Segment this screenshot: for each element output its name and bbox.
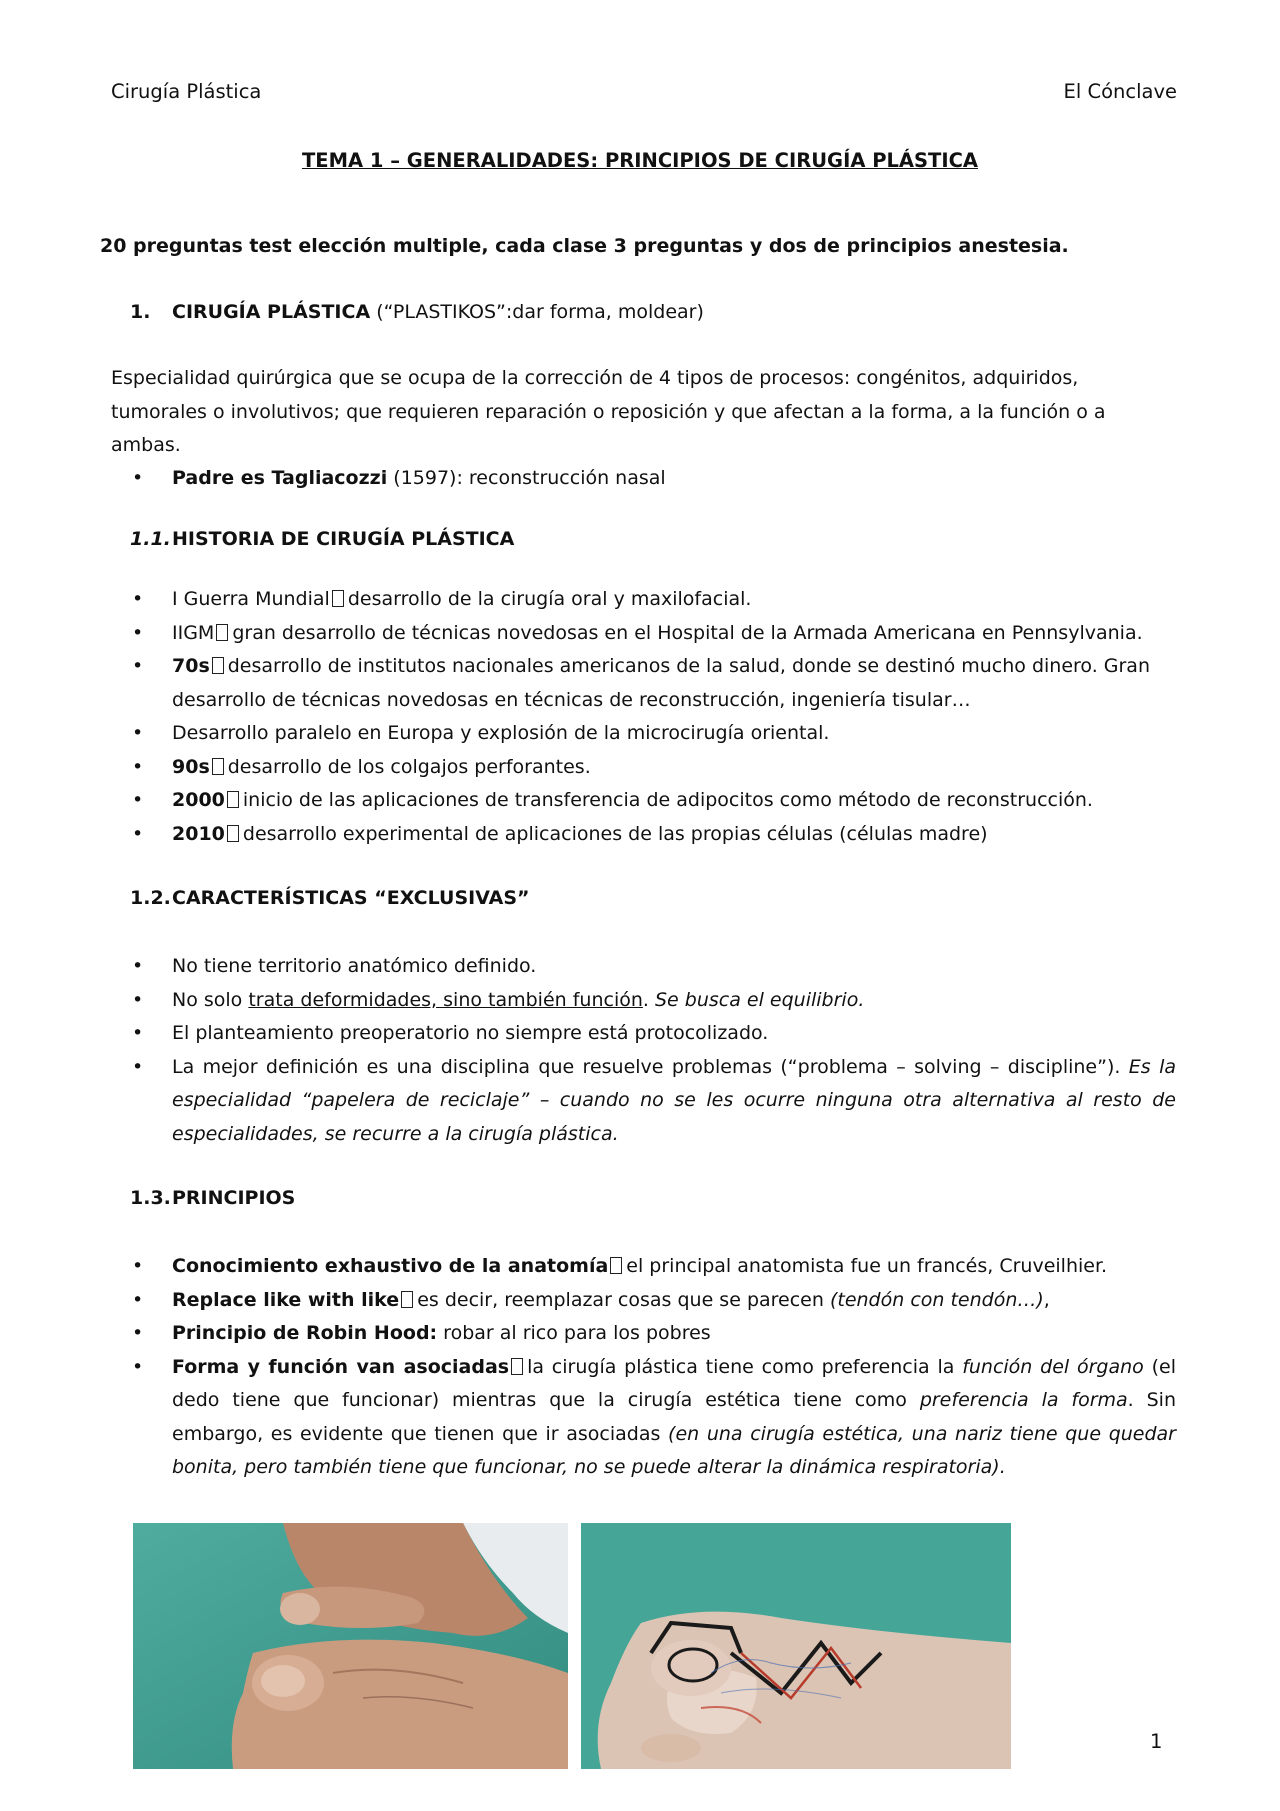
page-number: 1: [1150, 1730, 1163, 1753]
list-item: • I Guerra Mundial desarrollo de la cirugía oral y maxilofacial.: [132, 588, 752, 610]
section-number: 1.1.: [130, 528, 171, 550]
arrow-icon: [332, 590, 344, 607]
list-item: • No solo trata deformidades, sino también función. Se busca el equilibrio.: [132, 988, 865, 1011]
section-number: 1.3.: [130, 1187, 171, 1209]
list-item: • El planteamiento preoperatorio no siempre está protocolizado.: [132, 1022, 769, 1044]
arrow-icon: [212, 758, 224, 775]
list-item: • Replace like with like es decir, reemplazar cosas que se parecen (tendón con tendón…),: [132, 1288, 1050, 1311]
document-title: TEMA 1 – GENERALIDADES: PRINCIPIOS DE CIRUGÍA PLÁSTICA: [301, 149, 979, 172]
section-1-2-heading: [130, 887, 530, 909]
list-item: • 2000 inicio de las aplicaciones de transferencia de adipocitos como método de reconstrucción.: [132, 789, 1093, 811]
arrow-icon: [212, 657, 224, 674]
list-item: • Padre es Tagliacozzi (1597): reconstrucción nasal: [132, 467, 666, 489]
section-title: CARACTERÍSTICAS “EXCLUSIVAS”: [172, 887, 530, 909]
section-1-paragraph: Especialidad quirúrgica que se ocupa de la corrección de 4 tipos de procesos: congénitos, adquiridos, tumorales o involutivos; que requieren reparación o reposición y que afectan a la forma, a la función o a ambas.: [111, 367, 1106, 456]
list-item: • 90s desarrollo de los colgajos perforantes.: [132, 755, 591, 778]
list-item: • IIGM gran desarrollo de técnicas novedosas en el Hospital de la Armada Americana en Pennsylvania.: [132, 621, 1143, 644]
section-number: 1.: [130, 301, 151, 323]
history-list: [130, 583, 1176, 851]
list-item: • 70s desarrollo de institutos nacionales americanos de la salud, donde se destinó mucho dinero. Gran desarrollo de técnicas novedosas en técnicas de reconstrucción, ingeniería tisular…: [132, 655, 1150, 711]
section-1-1-heading: [130, 528, 514, 550]
list-item: • No tiene territorio anatómico definido.: [132, 955, 537, 977]
arrow-icon: [227, 791, 239, 808]
arrow-icon: [227, 825, 239, 842]
section-1-bullets: [130, 462, 1176, 496]
header-left: Cirugía Plástica: [111, 80, 262, 103]
section-title: CIRUGÍA PLÁSTICA: [172, 301, 371, 323]
principles-list: [130, 1250, 1176, 1485]
arrow-icon: [216, 624, 228, 641]
list-item: • 2010 desarrollo experimental de aplicaciones de las propias células (células madre): [132, 822, 988, 845]
characteristics-list: [130, 950, 1176, 1151]
section-title: PRINCIPIOS: [172, 1187, 296, 1209]
marked-foot-illustration: [581, 1523, 1011, 1769]
list-item: • Desarrollo paralelo en Europa y explosión de la microcirugía oriental.: [132, 722, 830, 744]
list-item: • La mejor definición es una disciplina que resuelve problemas (“problema – solving – discipline”). Es la especialidad “papelera de reciclaje” – cuando no se les ocurre ninguna otra alternativa al resto de especialidades, se recurre a la cirugía plástica.: [132, 1055, 1176, 1145]
list-item: • Forma y función van asociadas la cirugía plástica tiene como preferencia la función del órgano (el dedo tiene que funcionar) mientras que la cirugía estética tiene como preferencia la forma. Sin embargo, es evidente que tienen que ir asociadas (en una cirugía estética, una nariz tiene que quedar bonita, pero también tiene que funcionar, no se puede alterar la dinámica respiratoria).: [132, 1355, 1176, 1478]
intro-note: 20 preguntas test elección multiple, cada clase 3 preguntas y dos de principios anestesia.: [100, 235, 1069, 257]
marked-foot-photo: [581, 1523, 1011, 1769]
arrow-icon: [610, 1257, 622, 1274]
arrow-icon: [401, 1291, 413, 1308]
hand-foot-illustration: [133, 1523, 568, 1769]
section-1-3-heading: [130, 1187, 295, 1209]
arrow-icon: [511, 1358, 523, 1375]
list-item: • Principio de Robin Hood: robar al rico para los pobres: [132, 1322, 711, 1344]
section-1-heading: [130, 301, 704, 323]
section-title: HISTORIA DE CIRUGÍA PLÁSTICA: [172, 528, 515, 550]
header-right: El Cónclave: [1063, 80, 1177, 103]
list-item: • Conocimiento exhaustivo de la anatomía el principal anatomista fue un francés, Cruveilhier.: [132, 1255, 1108, 1277]
hand-foot-photo: [133, 1523, 568, 1769]
section-subtitle: (“PLASTIKOS”:dar forma, moldear): [370, 301, 704, 323]
section-number: 1.2.: [130, 887, 171, 909]
